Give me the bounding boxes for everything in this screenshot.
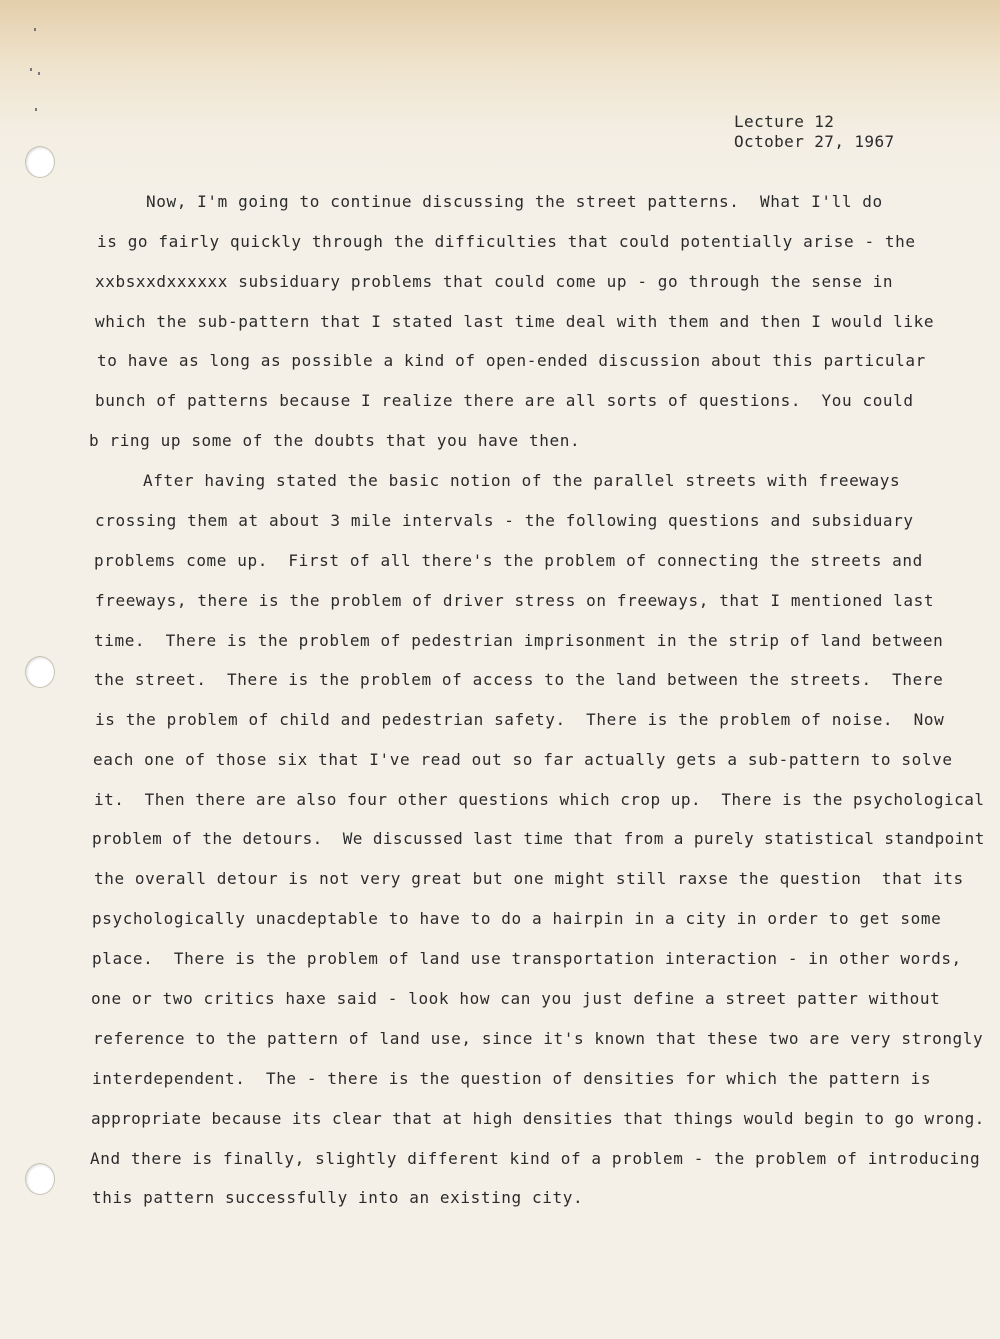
text-line: it. Then there are also four other questions which crop up. There is the psychological [94,790,985,809]
text-line: appropriate because its clear that at high densities that things would begin to go wrong. [91,1109,985,1128]
text-line: one or two critics haxe said - look how can you just define a street patter without [91,989,941,1008]
text-line: each one of those six that I've read out so far actually gets a sub-pattern to solve [93,750,953,769]
text-line: bunch of patterns because I realize there are all sorts of questions. You could [95,391,914,410]
text-line: place. There is the problem of land use transportation interaction - in other words, [92,949,962,968]
text-line: this pattern successfully into an existing city. [92,1188,584,1207]
lecture-date: October 27, 1967 [734,132,895,151]
text-line: the street. There is the problem of access to the land between the streets. There [94,670,944,689]
text-line: to have as long as possible a kind of open-ended discussion about this particular [97,351,926,370]
text-line: which the sub-pattern that I stated last time deal with them and then I would like [95,312,935,331]
text-line: reference to the pattern of land use, since it's known that these two are very strongly [93,1029,984,1048]
text-line: psychologically unacdeptable to have to do a hairpin in a city in order to get some [92,909,942,928]
text-line: b ring up some of the doubts that you have then. [89,431,581,450]
text-line: xxbsxxdxxxxxx subsiduary problems that could come up - go through the sense in [95,272,894,291]
text-line: the overall detour is not very great but one might still raxse the question that its [94,869,964,888]
text-line: is the problem of child and pedestrian safety. There is the problem of noise. Now [95,710,945,729]
text-line: freeways, there is the problem of driver stress on freeways, that I mentioned last [95,591,935,610]
text-line: is go fairly quickly through the difficulties that could potentially arise - the [97,232,916,251]
text-line: problems come up. First of all there's the problem of connecting the streets and [94,551,923,570]
text-line: time. There is the problem of pedestrian imprisonment in the strip of land between [94,631,944,650]
text-line: After having stated the basic notion of the parallel streets with freeways [143,471,901,490]
text-line: Now, I'm going to continue discussing the street patterns. What I'll do [146,192,883,211]
text-line: crossing them at about 3 mile intervals - the following questions and subsiduary [95,511,914,530]
text-line: interdependent. The - there is the question of densities for which the pattern is [92,1069,932,1088]
lecture-number: Lecture 12 [734,112,835,131]
text-line: problem of the detours. We discussed last time that from a purely statistical standpoint [92,829,985,848]
text-line: And there is finally, slightly different kind of a problem - the problem of introducing [90,1149,981,1168]
